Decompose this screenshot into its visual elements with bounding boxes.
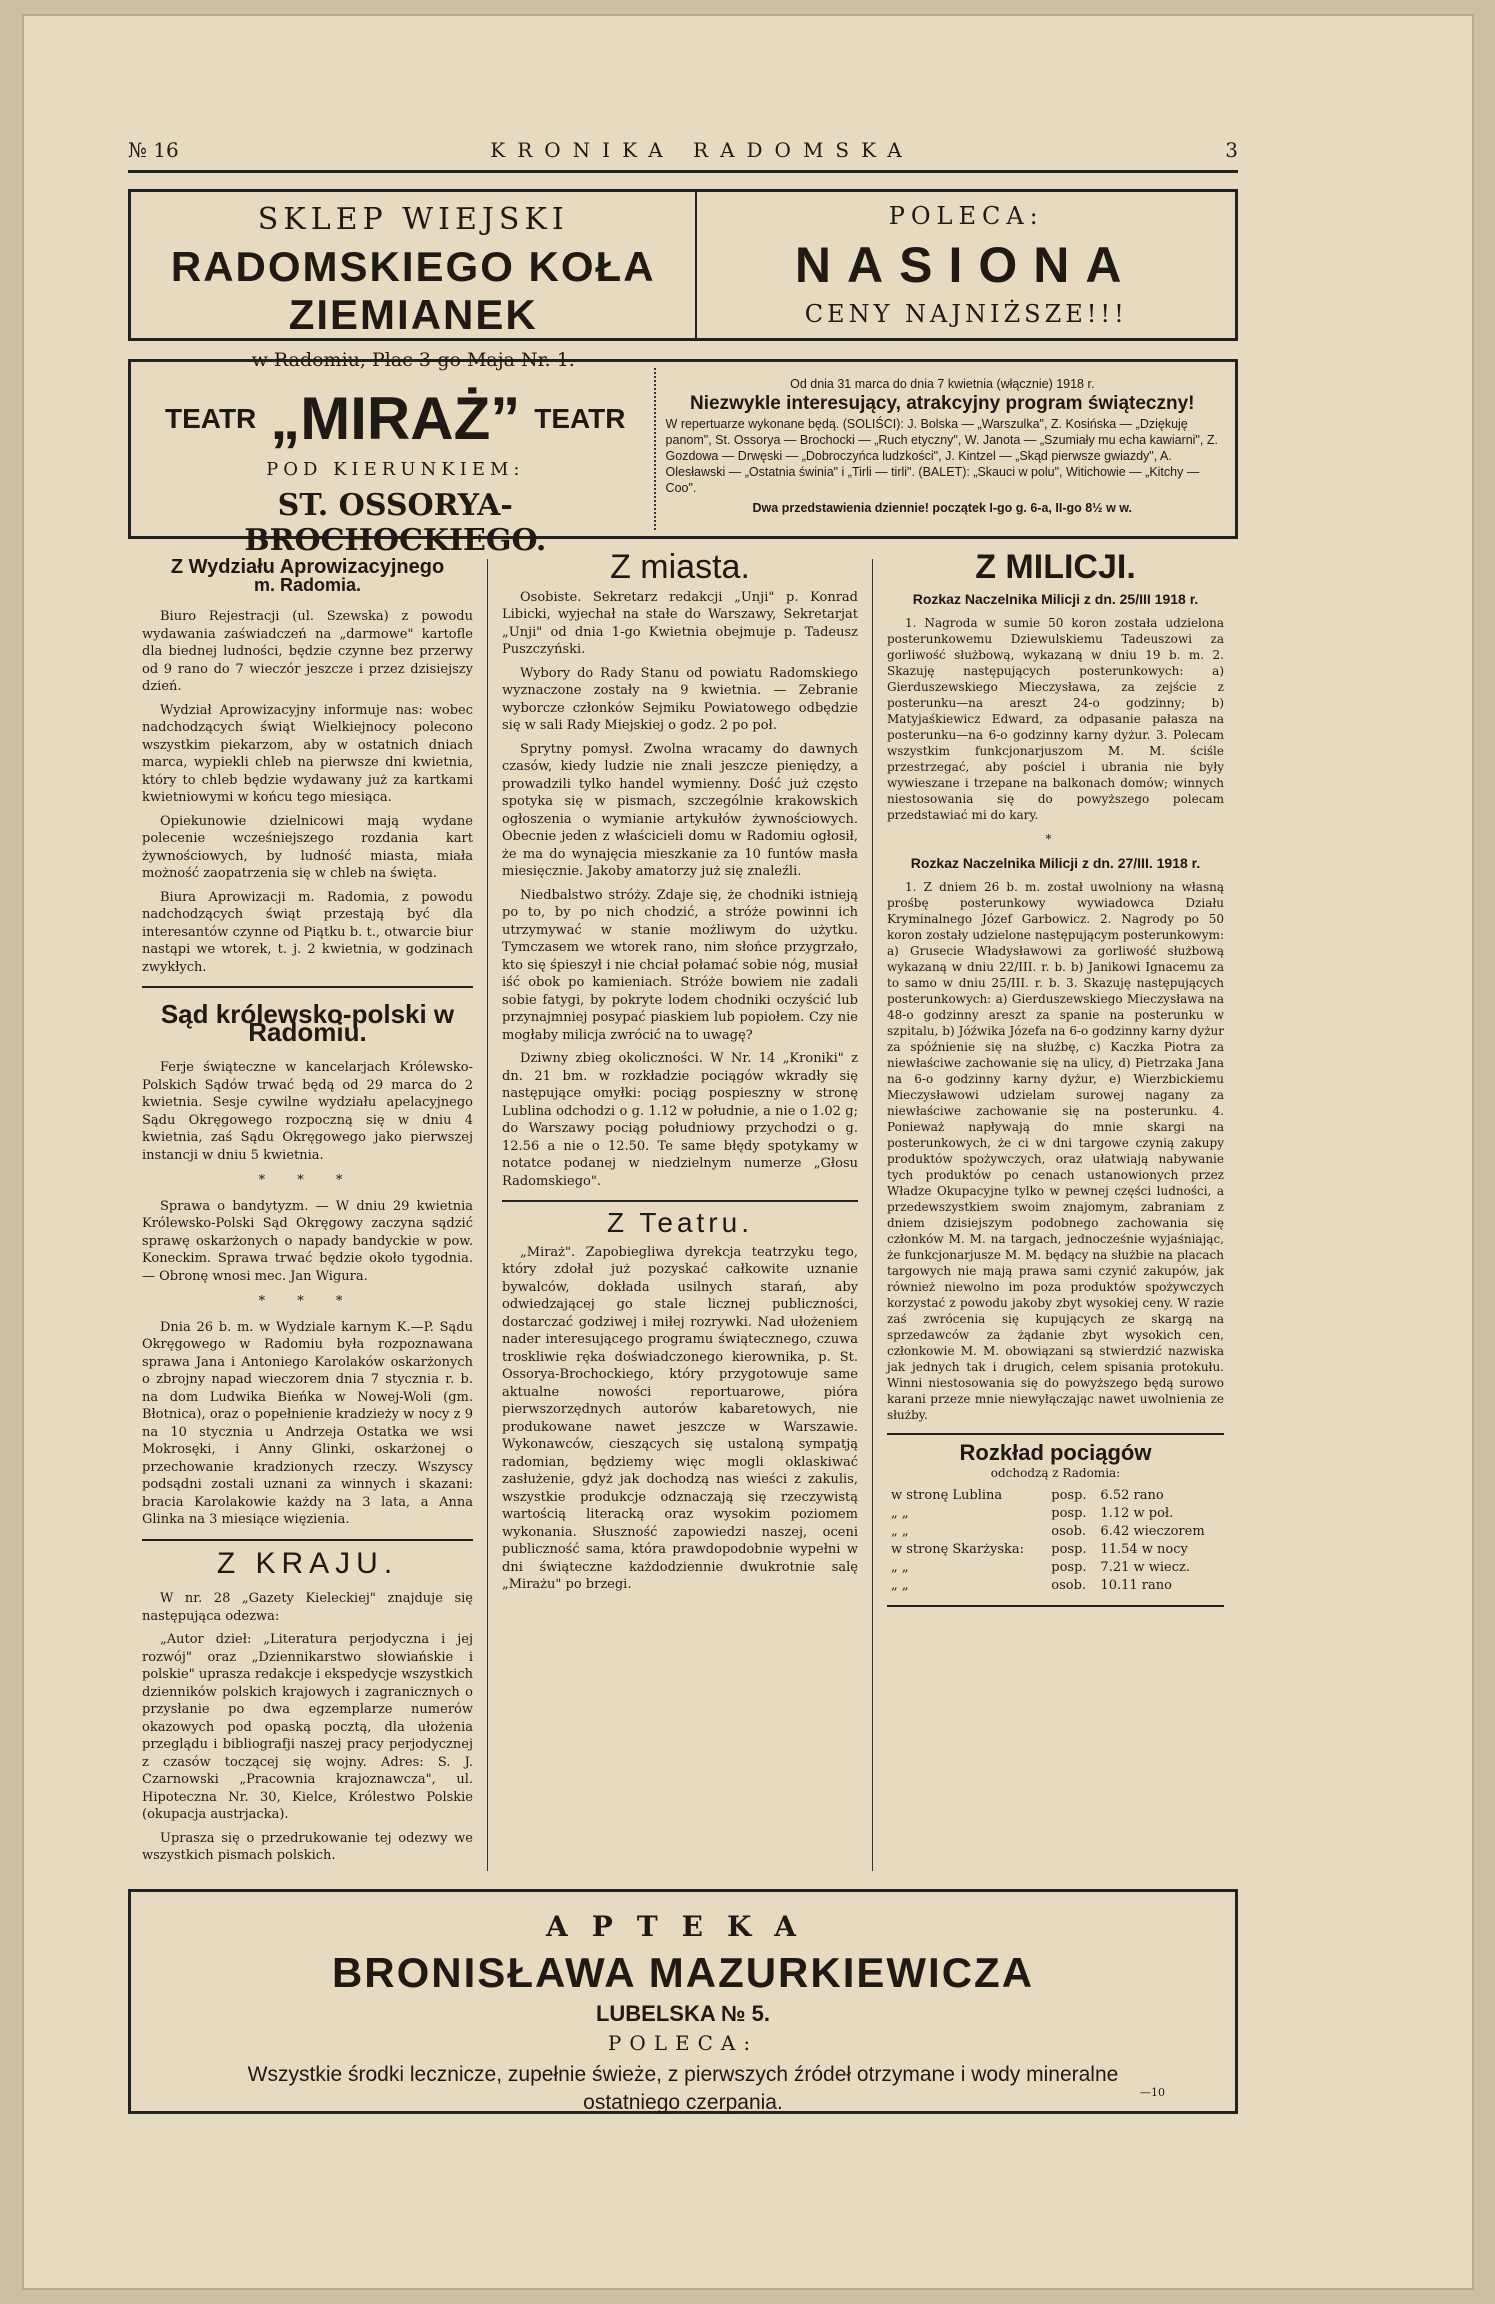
train-timetable (887, 1487, 1224, 1595)
heading-milicja: Z MILICJI. (975, 548, 1136, 586)
order-2-text: 1. Z dniem 26 b. m. został uwolniony na własną prośbę posterunkowy wywiadowca Działu Kryminalnego Józef Garbowicz. 2. Nagrody po 50 koron zostały udzielone następującym posterunkowym: a) Grusecie Władysławowi za gorliwość służbową wykazaną w dniu 22/III. r. b. b) Janikowi Ignacemu za to samo w dniu 25/III. r. b. 3. Skazuję następujących posterunkowych: a) Gierduszewskiego Mieczysława na 48-o godzinny areszt za spanie na posterunku w szpitalu, b) Jóźwika Józefa na 6-o godzinny karny dyżur za spóźnienie się na służbę, c) Kaczka Piotra za niewłaściwe zachowanie się na ulicy, d) Pietrzaka Jana na 6-o godzinny karny dyżur, e) Wierzbickiemu Mieczysławowi udzielam surowej nagany za niewłaściwe zachowanie się na posterunku. 4. Ponieważ napływają do mnie skargi na posterunkowych, że ci w dni targowe czynią zakupy produktów spożywczych, oraz ułatwiają nabywanie tych produktów po cenach ustanowionych przez Władze Okupacyjne tylko w pewnej części ludności, a przedewszystkiem swoim znajomym, zabraniam z dniem dzisiejszym podobnego zachowania się członków M. M. na targach, jednocześnie wyjaśniając, że funkcjonarjusze M. M. będący na służbie na placach targowych nie mają prawa sami czynić zakupów, jak również niewolno im poza produktów spożywczych korzystać z powodu jakoby zbyt wysokiej ceny. W razie zaś zwrócenia się kupujących ze skargą na sprzedawców za żądanie zbyt wysokich cen, członkowie M. M. obowiązani są stwierdzić nazwiska jak jednych tak i drugich, celem spisania protokułu. Winni niestosowania się do powyższego będą surowo karani przeze mnie niewyłączając nawet uwolnienia ze służby. (887, 880, 1224, 1422)
paragraph: Niedbalstwo stróży. Zdaje się, że chodniki istnieją po to, by po nich chodzić, a stróże powinni ich utrzymywać w stanie możliwym do użytku. Tymczasem we wtorek rano, nim słońce przygrzało, kto się śpieszył i nie chciał połamać sobie nóg, musiał iść obok po kamieniach. Stróże bowiem nie zadali sobie fatygi, by pokryte lodem chodniki oczyścić lub przynajmniej posypać piaskiem lub popiołem. Czy nie mogłaby milicja zwrócić na to uwagę? (502, 887, 858, 1043)
ad-theatre-headline: Niezwykle interesujący, atrakcyjny program świąteczny! (690, 393, 1195, 414)
train-type: posp. (1051, 1560, 1087, 1575)
train-row (887, 1523, 1224, 1541)
divider (142, 986, 473, 988)
heading-trains: Rozkład pociągów (959, 1440, 1152, 1465)
train-row (887, 1541, 1224, 1559)
trains-subheading: odchodzą z Radomia: (990, 1466, 1121, 1480)
train-type: osob. (1051, 1524, 1087, 1539)
divider (142, 1539, 473, 1541)
train-direction: „ „ (891, 1578, 909, 1593)
paragraph: „Autor dzieł: „Literatura perjodyczna i jej rozwój" oraz „Dziennikarstwo słowiańskie i polskie" uprasza redakcje i ekspedycje wszystkich dzienników polskich krajowych i zagranicznych o przysłanie po dwa egzemplarze numerów okazowych pod opaską pocztą, dla ułożenia przeglądu i bibliografji naszej pracy perjodycznej z czasów toczącej się wojny. Adres: S. J. Czarnowski „Pracownia krajoznawcza", ul. Hipoteczna Nr. 30, Kielce, Królestwo Polskie (okupacja austrjacka). (142, 1632, 473, 1822)
heading-aprowizacja-sub: m. Radomia. (253, 574, 362, 595)
ad-theatre-name: „MIRAŻ” (270, 385, 521, 452)
ad-shop-line2: RADOMSKIEGO KOŁA ZIEMIANEK (170, 243, 656, 338)
divider (887, 1433, 1224, 1435)
train-direction: „ „ (891, 1524, 909, 1539)
ad-pharmacy-name: BRONISŁAWA MAZURKIEWICZA (331, 1948, 1035, 1996)
ad-shop-prices: CENY NAJNIŻSZE!!! (804, 300, 1128, 328)
ad-shop-line3: w Radomiu, Plac 3-go Maja Nr. 1. (251, 349, 575, 371)
heading-miasto: Z miasta. (610, 548, 750, 586)
train-row (887, 1505, 1224, 1523)
ad-theatre-shows: Dwa przedstawienia dziennie! początek I-go g. 6-a, II-go 8½ w w. (752, 501, 1132, 515)
paragraph: Wybory do Rady Stanu od powiatu Radomskiego wyznaczone zostały na 9 kwietnia. — Zebranie wyborcze członków Sejmiku Powiatowego odbędzie się w sali Rady Miejskiej o godz. 2 po poł. (502, 665, 858, 733)
paragraph: Sprawa o bandytyzm. — W dniu 29 kwietnia Królewsko-Polski Sąd Okręgowy zaczyna sądzić sprawę oskarżonych o napady bandyckie w pow. Koneckim. Sprawa trwać będzie około tygodnia. — Obronę wnosi mec. Jan Wigura. (142, 1198, 473, 1284)
ad-theatre-teatr2: TEATR (534, 402, 626, 434)
paragraph: Sprytny pomysł. Zwolna wracamy do dawnych czasów, kiedy ludzie nie znali jeszcze pieniędzy, a prowadzili tylko handel wymienny. Dość już często spotyka się w pismach, szczególnie krakowskich ogłoszenia o wymianie artykułów żywnościowych. Obecnie jeden z właścicieli domu w Radomiu ogłosił, że ma do wynajęcia mieszkanie za 10 funtów masła miesięcznie. Jakoby amatorzy już się znaleźli. (502, 741, 858, 879)
column-3 (873, 548, 1238, 1871)
heading-court: Sąd królewsko-polski w Radomiu. (160, 999, 455, 1047)
train-type: posp. (1051, 1506, 1087, 1521)
ad-pharmacy-text: Wszystkie środki lecznicze, zupełnie świeże, z pierwszych źródeł otrzymane i wody mineralne ostatniego czerpania. (247, 2062, 1119, 2114)
paragraph: Wydział Aprowizacyjny informuje nas: wobec nadchodzących świąt Wielkiejnocy polecono wszystkim piekarzom, aby w ostatnich dniach marca, wypiekli chleb na pierwsze dni kwietnia, który to chleb będzie wydawany już za kartkami kwietniowymi w końcu tego miesiąca. (142, 702, 473, 805)
order-2-title: Rozkaz Naczelnika Milicji z dn. 27/III. 1918 r. (910, 855, 1201, 871)
ad-shop-product: NASIONA (794, 237, 1138, 293)
paragraph: Osobiste. Sekretarz redakcji „Unji" p. Konrad Libicki, wyjechał na stałe do Warszawy, Sekretarjat „Unji" od dnia 1-go Kwietnia obejmuje p. Tadeusz Puszczyński. (502, 589, 858, 657)
train-time: 11.54 w nocy (1100, 1542, 1188, 1557)
paragraph: Ferje świąteczne w kancelarjach Królewsko-Polskich Sądów trwać będą od 29 marca do 2 kwietnia. Sesje cywilne wydziału apelacyjnego Sądu Okręgowego rozpoczną się w dniu 4 kwietnia, zaś Sądu Okręgowego jako pierwszej instancji w dniu 5 kwietnia. (142, 1060, 473, 1163)
paragraph: „Miraż". Zapobiegliwa dyrekcja teatrzyku tego, który zdołał już pozyskać całkowite uznanie bywalców, dokłada usilnych starań, aby odwiedzającej go stale licznej publiczności, dostarczać godziwej i miłej rozrywki. Nad ułożeniem nader interesującego programu świątecznego, czuwa troskliwie ręka doświadczonego kierownika, p. St. Ossorya-Brochockiego, który przygotowuje same aktualne nowości reportuarowe, pióra pierwszorzędnych autorów kabaretowych, nie produkowane nawet jeszcze w Warszawie. Wykonawców, cieszących się ustaloną sympatją radomian, będziemy więc mogli oklaskiwać zasłużenie, gdyż jak dochodzą nas wieści z zakulis, wszystkie produkcje odznaczają się rzeczywistą wartością literacką oraz wysokim poziomem wykonania. Słuszność zapowiedzi naszej, oceni publiczność sama, która prawdopodobnie wypełni w dni świąteczne każdodziennie dwukrotnie salę „Mirażu" po brzegi. (502, 1244, 858, 1592)
ad-theatre (128, 359, 1238, 558)
ad-pharmacy-address: LUBELSKA № 5. (595, 2000, 771, 2026)
paragraph: Biuro Rejestracji (ul. Szewska) z powodu wydawania zaświadczeń na „darmowe" kartofle dla biednej ludności, będzie czynne bez przerwy od 9 rano do 7 wieczór jeszcze i przez dzisiejszy dzień. (142, 609, 473, 694)
train-type: posp. (1051, 1488, 1087, 1503)
paragraph: Dziwny zbieg okoliczności. W Nr. 14 „Kroniki" z dn. 21 bm. w rozkładzie pociągów wkradły się następujące omyłki: pociąg pospieszny w stronę Lublina odchodzi o g. 1.12 w południe, a nie o 1.02 g; do Warszawy pociąg południowy przychodzi o g. 12.56 a nie o 12.50. Te same błędy spotykamy w notatce podanej w niedzielnym numerze „Głosu Radomskiego". (502, 1051, 858, 1189)
heading-teatr: Z Teatru. (607, 1207, 753, 1238)
newspaper-title: KRONIKA RADOMSKA (490, 138, 914, 162)
ad-theatre-director: ST. OSSORYA-BROCHOCKIEGO. (244, 488, 547, 558)
divider (887, 1605, 1224, 1607)
train-row (887, 1577, 1224, 1595)
train-direction: w stronę Lublina (891, 1488, 1003, 1503)
train-type: posp. (1051, 1542, 1087, 1557)
heading-aprowizacja: Z Wydziału Aprowizacyjnego (170, 556, 445, 578)
ad-theatre-under: POD KIERUNKIEM: (266, 459, 525, 480)
paragraph: W nr. 28 „Gazety Kieleckiej" znajduje się następująca odezwa: (142, 1591, 473, 1624)
ad-shop-poleca: POLECA: (888, 202, 1044, 230)
train-time: 6.52 rano (1100, 1488, 1164, 1503)
issue-number: № 16 (128, 138, 179, 162)
star-separator: * * * (258, 1294, 357, 1309)
columns (128, 548, 1238, 1871)
ad-pharmacy-code: —10 (1140, 2085, 1165, 2099)
paragraph: Opiekunowie dzielnicowi mają wydane polecenie wcześniejszego rozdania kart żywnościowych, by ludność miasta, miała możność zaopatrzenia się w chleb na święta. (142, 813, 473, 881)
divider (502, 1200, 858, 1202)
ad-village-shop (128, 189, 1238, 371)
train-time: 7.21 w wiecz. (1100, 1560, 1190, 1575)
page-header (128, 130, 1238, 173)
ad-theatre-program: W repertuarze wykonane będą. (SOLIŚCI): J. Bolska — „Warszulka", Z. Kosińska — „Dziękuję panom", St. Ossorya — Brochocki — „Ruch etyczny", W. Janota — „Szumiały mu echa kawiarni", Z. Gozdowa — Drwęski — „Dobroczyńca ludzkości", J. Kintzel — „Skąd pierwsze gwiazdy", A. Olesławski — „Ostatnia świnia" i „Tirli — tirli". (BALET): „Skauci w polu", Witichowie — „Kitchy — Coo". (665, 417, 1218, 495)
ad-pharmacy (128, 1889, 1238, 2114)
train-type: osob. (1051, 1578, 1087, 1593)
train-row (887, 1487, 1224, 1505)
ad-shop-line1: SKLEP WIEJSKI (257, 202, 569, 237)
paragraph: Dnia 26 b. m. w Wydziale karnym K.—P. Sądu Okręgowego w Radomiu była rozpoznawana sprawa Jana i Antoniego Karolaków oskarżonych o zbrojny napad wieczorem dnia 7 stycznia r. b. na dom Ludwika Bieńka w Nowej-Woli (gm. Błotnica), oraz o popełnienie kradzieży w nocy z 9 na 10 stycznia u Andrzeja Ostatka we wsi Mokrosęki, i Anny Glinki, oskarżonej o przechowanie kradzionych rzeczy. Wszyscy podsądni zostali uznani za winnych i skazani: bracia Karolakowie każdy na 3 lata, a Anna Glinka na 3 miesiące więzienia. (142, 1319, 473, 1527)
paragraph: Uprasza się o przedrukowanie tej odezwy we wszystkich pismach polskich. (142, 1830, 473, 1863)
ad-pharmacy-poleca: POLECA: (607, 2030, 759, 2055)
page (128, 130, 1238, 2114)
paragraph: Biura Aprowizacji m. Radomia, z powodu nadchodzących świąt przestają być dla interesantów czynne od Piątku b. t., otwarcie biur nastąpi we wtorek, t. j. 2 kwietnia, w godzinach zwykłych. (142, 889, 473, 975)
ad-pharmacy-word: APTEKA (546, 1909, 820, 1943)
page-number: 3 (1225, 138, 1238, 162)
train-row (887, 1559, 1224, 1577)
column-2 (488, 548, 873, 1871)
train-direction: „ „ (891, 1506, 909, 1521)
ad-theatre-teatr: TEATR (165, 402, 257, 434)
train-time: 6.42 wieczorem (1100, 1524, 1205, 1539)
order-1-title: Rozkaz Naczelnika Milicji z dn. 25/III 1918 r. (912, 591, 1199, 607)
order-1-text: 1. Nagroda w sumie 50 koron została udzielona posterunkowemu Dziewulskiemu Tadeuszowi za gorliwość służbową, wykazaną w dniu 19 b. m. 2. Skazuję następujących posterunkowych: a) Gierduszewskiego Mieczysława, za zejście z posterunku—na areszt 24-o godzinny; b) Matyjaśkiewicz Edward, za odpasanie pałasza na posterunku—na 6-o godzinny karny dyżur. 3. Polecam wszystkim funkcjonarjuszom M. M. ściśle przestrzegać, aby pościel i ubrania nie były wywieszane i trzepane na balkonach domów; winnych niestosowania się do powyższego polecam przedstawiać mi do kary. (887, 616, 1224, 822)
star-separator: * * * (258, 1173, 357, 1188)
train-direction: w stronę Skarżyska: (891, 1542, 1025, 1557)
ad-theatre-dates: Od dnia 31 marca do dnia 7 kwietnia (włącznie) 1918 r. (790, 377, 1095, 391)
star-separator: * (1045, 832, 1066, 846)
heading-kraj: Z KRAJU. (216, 1546, 399, 1580)
train-time: 10.11 rano (1100, 1578, 1172, 1593)
train-direction: „ „ (891, 1560, 909, 1575)
column-1 (128, 556, 488, 1871)
train-time: 1.12 w poł. (1100, 1506, 1174, 1521)
